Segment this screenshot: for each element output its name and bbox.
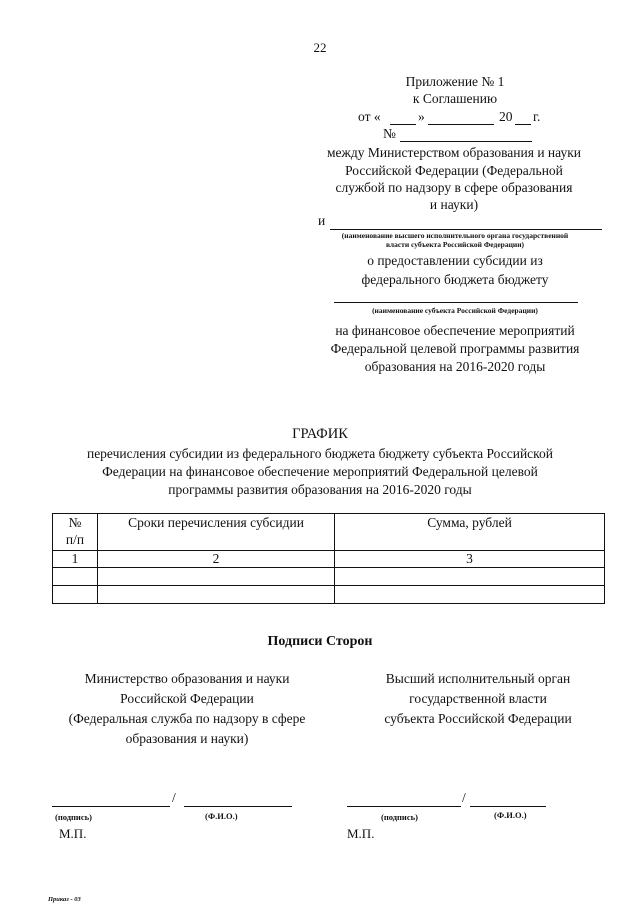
schedule-title: ГРАФИК [292,426,348,442]
column-number-cell: 3 [335,551,605,568]
right-party-line: Высший исполнительный орган [385,671,571,686]
subject-name-blank [334,302,578,303]
date-year-blank [515,124,531,125]
between-line: и науки) [429,197,479,212]
left-sign-blank[interactable] [52,806,170,807]
table-row [53,586,605,604]
footer-code: Приказ - 03 [48,896,81,903]
left-party-line: (Федеральная служба по надзору в сфере [68,711,306,726]
left-party-line: образования и науки) [125,731,249,746]
right-sign-label: (подпись) [381,812,418,822]
left-name-label: (Ф.И.О.) [205,811,238,821]
header-amount-cell: Сумма, рублей [335,514,605,551]
right-name-label: (Ф.И.О.) [494,810,527,820]
left-party-line: Министерство образования и науки [84,671,290,686]
hint-subject-name: (наименование субъекта Российской Федерации) [372,306,538,315]
appendix-to-agreement: к Соглашению [412,91,498,106]
header-terms-cell: Сроки перечисления субсидии [98,514,335,551]
date-prefix: от « [358,109,381,124]
purpose-line: образования на 2016-2020 годы [364,359,546,374]
column-number-cell: 2 [98,551,335,568]
page-number: 22 [313,40,327,55]
table-row [53,551,605,568]
left-slash: / [172,790,176,805]
number-prefix: № [383,126,396,141]
column-number-cell: 1 [53,551,98,568]
right-name-blank[interactable] [470,806,546,807]
right-sign-blank[interactable] [347,806,461,807]
table-cell[interactable] [335,568,605,586]
table-cell[interactable] [53,568,98,586]
schedule-subtitle-line: Федерации на финансовое обеспечение мероприятий Федеральной целевой [102,464,538,479]
hint-body-name: власти субъекта Российской Федерации) [385,240,525,249]
purpose-line: на финансовое обеспечение мероприятий [335,323,575,338]
purpose-line: Федеральной целевой программы развития [330,341,580,356]
header-number-line1: № [68,515,82,530]
right-stamp-label: М.П. [347,826,375,841]
number-blank [400,141,532,142]
between-line: Российской Федерации (Федеральной [345,163,563,178]
left-stamp-label: М.П. [59,826,87,841]
schedule-subtitle-line: перечисления субсидии из федерального бюджета бюджету субъекта Российской [86,446,554,461]
table-header-row [53,514,605,551]
left-party [52,669,322,749]
header-number-line2: п/п [65,532,85,547]
right-slash: / [462,790,466,805]
body-name-blank [330,229,602,230]
left-party-line: Российской Федерации [120,691,254,706]
signatures-title: Подписи Сторон [267,634,373,649]
table-cell[interactable] [335,586,605,604]
and-label: и [318,213,326,228]
header-number-cell [53,514,98,551]
hint-body-name: (наименование высшего исполнительного органа государственной [341,231,569,240]
between-line: службой по надзору в сфере образования [335,180,573,195]
date-month-blank [428,124,494,125]
table-row [53,568,605,586]
date-year: 20 [499,109,513,124]
right-party-line: субъекта Российской Федерации [384,711,572,726]
right-party-line: государственной власти [409,691,547,706]
date-mid: » [418,109,425,124]
date-day-blank [390,124,416,125]
table-cell[interactable] [98,568,335,586]
left-sign-label: (подпись) [55,812,92,822]
table-cell[interactable] [98,586,335,604]
schedule-subtitle-line: программы развития образования на 2016-2020 годы [168,482,472,497]
table-cell[interactable] [53,586,98,604]
between-line: между Министерством образования и науки [326,145,581,160]
subsidy-line: федерального бюджета бюджету [361,272,549,287]
subsidy-line: о предоставлении субсидии из [367,253,543,268]
date-suffix: г. [533,109,541,124]
appendix-title: Приложение № 1 [405,74,505,89]
schedule-table [52,513,605,604]
left-name-blank[interactable] [184,806,292,807]
right-party [350,669,606,729]
